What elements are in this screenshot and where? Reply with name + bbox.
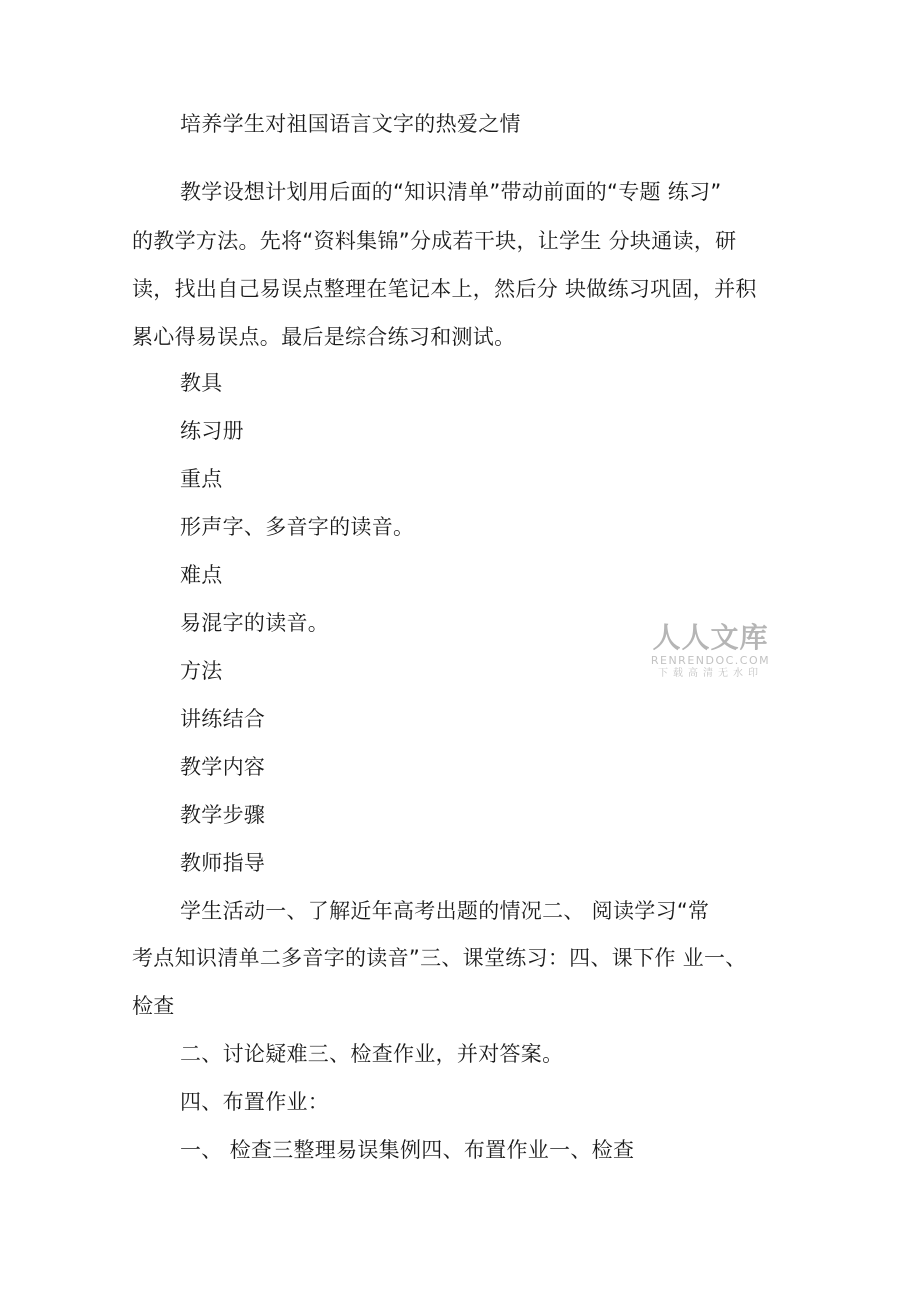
section-label: 教学步骤 [180, 803, 266, 827]
paragraph-line: 培养学生对祖国语言文字的热爱之情 [180, 112, 521, 136]
paragraph-line: 读，找出自己易误点整理在笔记本上，然后分 块做练习巩固，并积 [132, 277, 757, 301]
watermark-site: RENRENDOC.COM [650, 654, 771, 667]
section-label: 教具 [180, 371, 223, 395]
section-label: 教学内容 [180, 755, 266, 779]
paragraph-line: 累心得易误点。最后是综合练习和测试。 [132, 325, 516, 349]
paragraph-line: 讲练结合 [180, 707, 266, 731]
paragraph-line: 学生活动一、了解近年高考出题的情况二、 阅读学习“常 [180, 899, 710, 923]
paragraph-line: 的教学方法。先将“资料集锦”分成若干块，让学生 分块通读，研 [132, 229, 737, 253]
watermark-tagline: 下载高清无水印 [658, 668, 763, 679]
paragraph-line: 考点知识清单二多音字的读音”三、课堂练习：四、课下作 业一、 [132, 946, 747, 970]
paragraph-line: 二、讨论疑难三、检查作业，并对答案。 [180, 1042, 564, 1066]
watermark-title: 人人文库 [652, 621, 769, 654]
section-label: 重点 [180, 467, 223, 491]
section-label: 难点 [180, 563, 223, 587]
paragraph-line: 四、布置作业： [180, 1090, 330, 1114]
paragraph-line: 练习册 [180, 419, 244, 443]
paragraph-line: 检查 [132, 994, 175, 1018]
paragraph-line: 一、 检查三整理易误集例四、布置作业一、检查 [180, 1138, 635, 1162]
section-label: 方法 [180, 659, 223, 683]
watermark-logo [648, 622, 773, 680]
paragraph-line: 教学设想计划用后面的“知识清单”带动前面的“专题 练习” [180, 180, 722, 204]
section-label: 教师指导 [180, 851, 266, 875]
paragraph-line: 易混字的读音。 [180, 611, 330, 635]
paragraph-line: 形声字、多音字的读音。 [180, 515, 415, 539]
